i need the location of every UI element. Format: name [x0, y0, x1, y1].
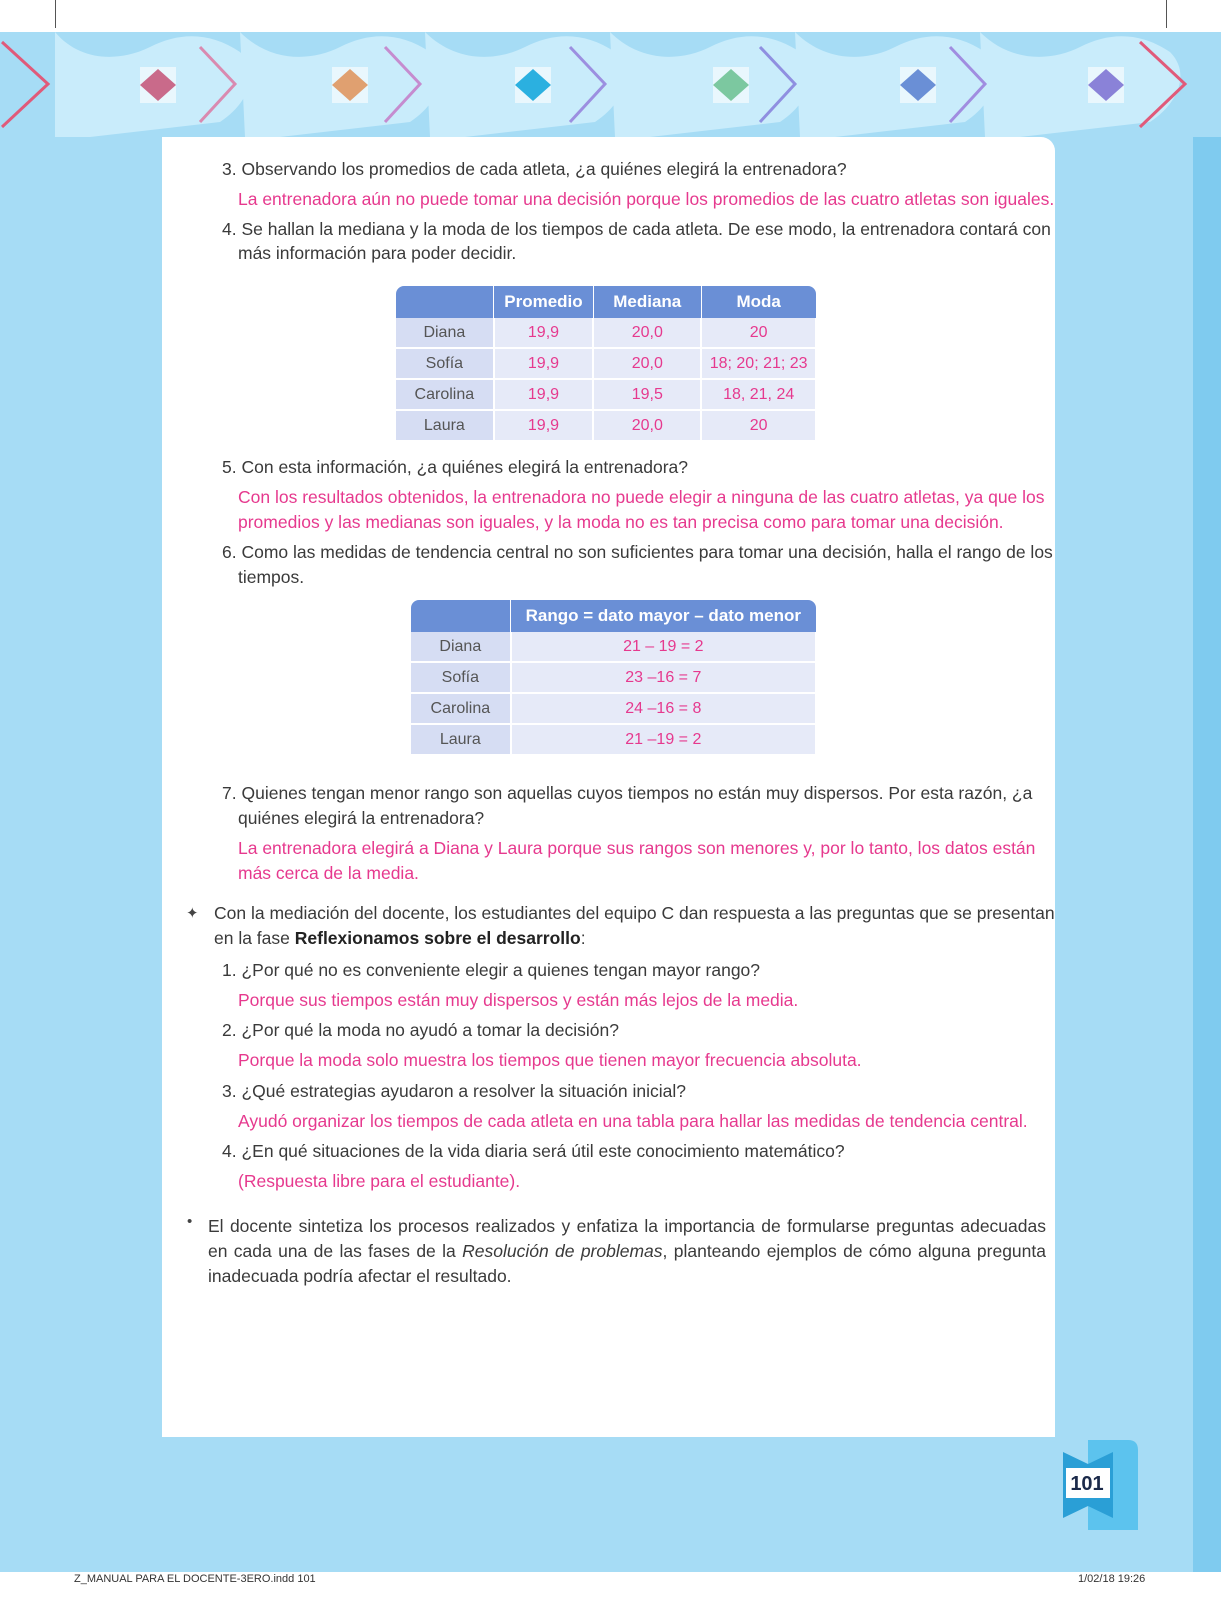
- table-header-row: [411, 600, 816, 632]
- reflection-answer-1: Porque sus tiempos están muy dispersos y están más lejos de la media.: [238, 990, 799, 1010]
- question-number: 6.: [222, 542, 237, 562]
- athlete-name: Laura: [396, 410, 494, 441]
- question-7-cont: quiénes elegirá la entrenadora?: [238, 808, 485, 828]
- crop-mark: [1166, 0, 1167, 28]
- right-strip: [1193, 32, 1221, 1572]
- table-row: [396, 410, 816, 441]
- file-slug: Z_MANUAL PARA EL DOCENTE-3ERO.indd 101: [74, 1573, 316, 1585]
- table-header-cell: Rango = dato mayor – dato menor: [511, 600, 816, 632]
- mediation-intro-cont: [214, 926, 586, 950]
- table-cell: 19,5: [593, 379, 701, 410]
- table-cell: 18; 20; 21; 23: [701, 348, 816, 379]
- athlete-name: Sofía: [396, 348, 494, 379]
- question-number: 3.: [222, 1081, 237, 1101]
- answer-5-line1: Con los resultados obtenidos, la entrenadora no puede elegir a ninguna de las cuatro atletas, ya que los: [238, 487, 1045, 507]
- table-cell: 23 –16 = 7: [511, 662, 816, 693]
- question-text: Con esta información, ¿a quiénes elegirá la entrenadora?: [241, 457, 689, 477]
- closing-text: en cada una de las fases de la: [208, 1241, 463, 1261]
- table-header-cell: [396, 286, 494, 318]
- mediation-text: en la fase: [214, 928, 295, 948]
- answer-7-line1: La entrenadora elegirá a Diana y Laura porque sus rangos son menores y, por lo tanto, los datos están: [238, 838, 1036, 858]
- table-cell: 19,9: [494, 379, 594, 410]
- table-header-cell: Promedio: [494, 286, 594, 318]
- table-cell: 21 –19 = 2: [511, 724, 816, 755]
- page-number: 101: [1070, 1473, 1104, 1495]
- reflection-question-4: [222, 1139, 845, 1163]
- athlete-name: Diana: [396, 318, 494, 348]
- mediation-text: :: [580, 928, 586, 948]
- table-row: [396, 379, 816, 410]
- question-number: 2.: [222, 1020, 237, 1040]
- question-number: 7.: [222, 783, 237, 803]
- athlete-name: Sofía: [411, 662, 511, 693]
- question-3: [222, 157, 847, 181]
- closing-line-3: inadecuada podría afectar el resultado.: [208, 1266, 512, 1286]
- file-timestamp: 1/02/18 19:26: [1078, 1573, 1146, 1585]
- question-number: 4.: [222, 219, 237, 239]
- question-4: [222, 217, 1051, 241]
- question-4-cont: más información para poder decidir.: [238, 243, 517, 263]
- closing-line-2: [208, 1239, 1046, 1263]
- decorative-banner: [0, 32, 1221, 137]
- question-text: ¿Por qué no es conveniente elegir a quienes tengan mayor rango?: [241, 960, 761, 980]
- table-row: [411, 693, 816, 724]
- stats-table: [396, 286, 817, 442]
- table-cell: 20,0: [593, 348, 701, 379]
- answer-5-line2: promedios y las medianas son iguales, y la moda no es tan precisa como para tomar una decisión.: [238, 512, 1004, 532]
- table-row: [396, 318, 816, 348]
- table-cell: 20,0: [593, 410, 701, 441]
- reflection-answer-2: Porque la moda solo muestra los tiempos que tienen mayor frecuencia absoluta.: [238, 1050, 862, 1070]
- table-row: [411, 632, 816, 662]
- table-row: [396, 348, 816, 379]
- table-cell: 19,9: [494, 318, 594, 348]
- question-text: ¿Por qué la moda no ayudó a tomar la decisión?: [241, 1020, 619, 1040]
- question-number: 5.: [222, 457, 237, 477]
- athlete-name: Laura: [411, 724, 511, 755]
- closing-text: , planteando ejemplos de cómo alguna pregunta: [662, 1241, 1046, 1261]
- question-text: ¿Qué estrategias ayudaron a resolver la situación inicial?: [241, 1081, 687, 1101]
- table-row: [411, 724, 816, 755]
- table-cell: 24 –16 = 8: [511, 693, 816, 724]
- table-cell: 19,9: [494, 410, 594, 441]
- table-row: [411, 662, 816, 693]
- answer-3: La entrenadora aún no puede tomar una decisión porque los promedios de las cuatro atletas son iguales.: [238, 189, 1055, 209]
- reflection-answer-4: (Respuesta libre para el estudiante).: [238, 1171, 521, 1191]
- question-5: [222, 455, 688, 479]
- table-cell: 18, 21, 24: [701, 379, 816, 410]
- question-text: Observando los promedios de cada atleta, ¿a quiénes elegirá la entrenadora?: [241, 159, 847, 179]
- table-cell: 20: [701, 410, 816, 441]
- question-text: ¿En qué situaciones de la vida diaria será útil este conocimiento matemático?: [241, 1141, 845, 1161]
- table-header-row: [396, 286, 816, 318]
- question-text: Se hallan la mediana y la moda de los tiempos de cada atleta. De ese modo, la entrenadora contará con: [241, 219, 1051, 239]
- table-cell: 20: [701, 318, 816, 348]
- table-cell: 21 – 19 = 2: [511, 632, 816, 662]
- question-7: [222, 781, 1036, 805]
- section-name: Resolución de problemas: [462, 1241, 663, 1261]
- question-number: 1.: [222, 960, 237, 980]
- table-cell: 20,0: [593, 318, 701, 348]
- question-number: 4.: [222, 1141, 237, 1161]
- crop-mark: [55, 0, 56, 28]
- table-header-cell: [411, 600, 511, 632]
- question-6-cont: tiempos.: [238, 567, 305, 587]
- athlete-name: Diana: [411, 632, 511, 662]
- table-header-cell: Mediana: [593, 286, 701, 318]
- question-text: Como las medidas de tendencia central no son suficientes para tomar una decisión, halla el rango de los: [241, 542, 1053, 562]
- question-6: [222, 540, 1053, 564]
- reflection-question-2: [222, 1018, 619, 1042]
- table-cell: 19,9: [494, 348, 594, 379]
- phase-name: Reflexionamos sobre el desarrollo: [294, 928, 581, 948]
- athlete-name: Carolina: [411, 693, 511, 724]
- reflection-question-3: [222, 1079, 686, 1103]
- dot-bullet-icon: •: [187, 1213, 193, 1230]
- range-table: [411, 600, 817, 756]
- reflection-question-1: [222, 958, 760, 982]
- question-number: 3.: [222, 159, 237, 179]
- answer-7-line2: más cerca de la media.: [238, 863, 419, 883]
- athlete-name: Carolina: [396, 379, 494, 410]
- closing-line-1: El docente sintetiza los procesos realizados y enfatiza la importancia de formularse preguntas adecuadas: [208, 1216, 1046, 1236]
- mediation-intro: Con la mediación del docente, los estudiantes del equipo C dan respuesta a las preguntas que se presentan: [214, 903, 1055, 923]
- reflection-answer-3: Ayudó organizar los tiempos de cada atleta en una tabla para hallar las medidas de tendencia central.: [238, 1111, 1028, 1131]
- star-bullet-icon: ✦: [186, 905, 199, 922]
- question-text: Quienes tengan menor rango son aquellas cuyos tiempos no están muy dispersos. Por esta razón, ¿a: [241, 783, 1033, 803]
- table-header-cell: Moda: [701, 286, 816, 318]
